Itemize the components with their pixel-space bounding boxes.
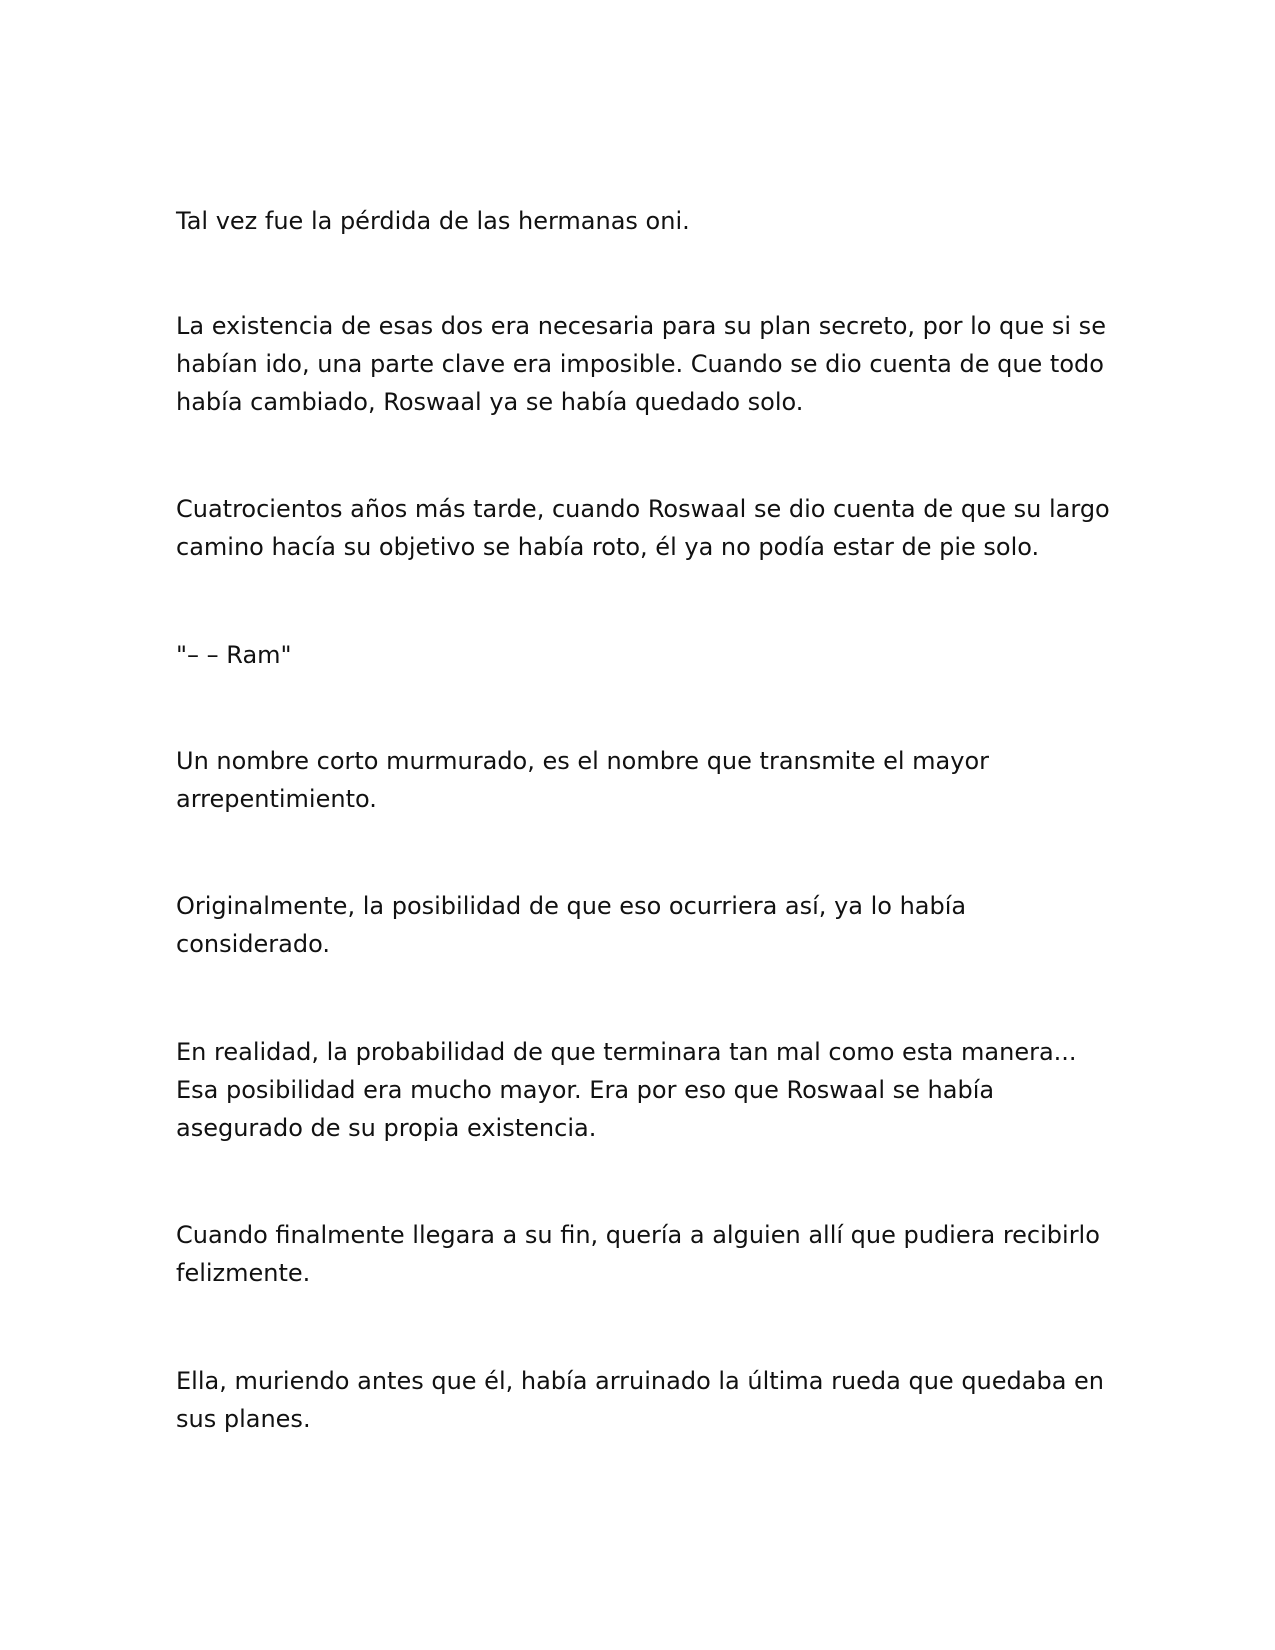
paragraph-4: [176, 636, 1096, 674]
text-line: arrepentimiento.: [176, 785, 377, 813]
text-line: Originalmente, la posibilidad de que eso ocurriera así, ya lo había: [176, 892, 967, 920]
paragraph-5: [176, 742, 1096, 818]
text-line: Cuando finalmente llegara a su fin, quería a alguien allí que pudiera recibirlo: [176, 1221, 1100, 1249]
text-line: habían ido, una parte clave era imposible. Cuando se dio cuenta de que todo: [176, 350, 1104, 378]
text-line: Tal vez fue la pérdida de las hermanas oni.: [176, 207, 690, 235]
text-line: Ella, muriendo antes que él, había arruinado la última rueda que quedaba en: [176, 1367, 1105, 1395]
text-line: sus planes.: [176, 1405, 311, 1433]
paragraph-8: [176, 1216, 1100, 1292]
text-line: Esa posibilidad era mucho mayor. Era por eso que Roswaal se había: [176, 1076, 995, 1104]
text-line: considerado.: [176, 930, 330, 958]
text-line: Un nombre corto murmurado, es el nombre que transmite el mayor: [176, 747, 989, 775]
paragraph-9: [176, 1362, 1105, 1438]
paragraph-2: [176, 307, 1106, 421]
text-line: había cambiado, Roswaal ya se había quedado solo.: [176, 388, 804, 416]
text-line: En realidad, la probabilidad de que terminara tan mal como esta manera...: [176, 1038, 1077, 1066]
text-line: "– – Ram": [176, 641, 292, 669]
text-line: asegurado de su propia existencia.: [176, 1114, 597, 1142]
paragraph-3: [176, 490, 1110, 566]
text-line: camino hacía su objetivo se había roto, él ya no podía estar de pie solo.: [176, 533, 1040, 561]
paragraph-1: [176, 202, 1096, 240]
text-line: felizmente.: [176, 1259, 311, 1287]
paragraph-6: [176, 887, 1096, 963]
text-line: La existencia de esas dos era necesaria para su plan secreto, por lo que si se: [176, 312, 1106, 340]
text-line: Cuatrocientos años más tarde, cuando Roswaal se dio cuenta de que su largo: [176, 495, 1110, 523]
paragraph-7: [176, 1033, 1096, 1147]
